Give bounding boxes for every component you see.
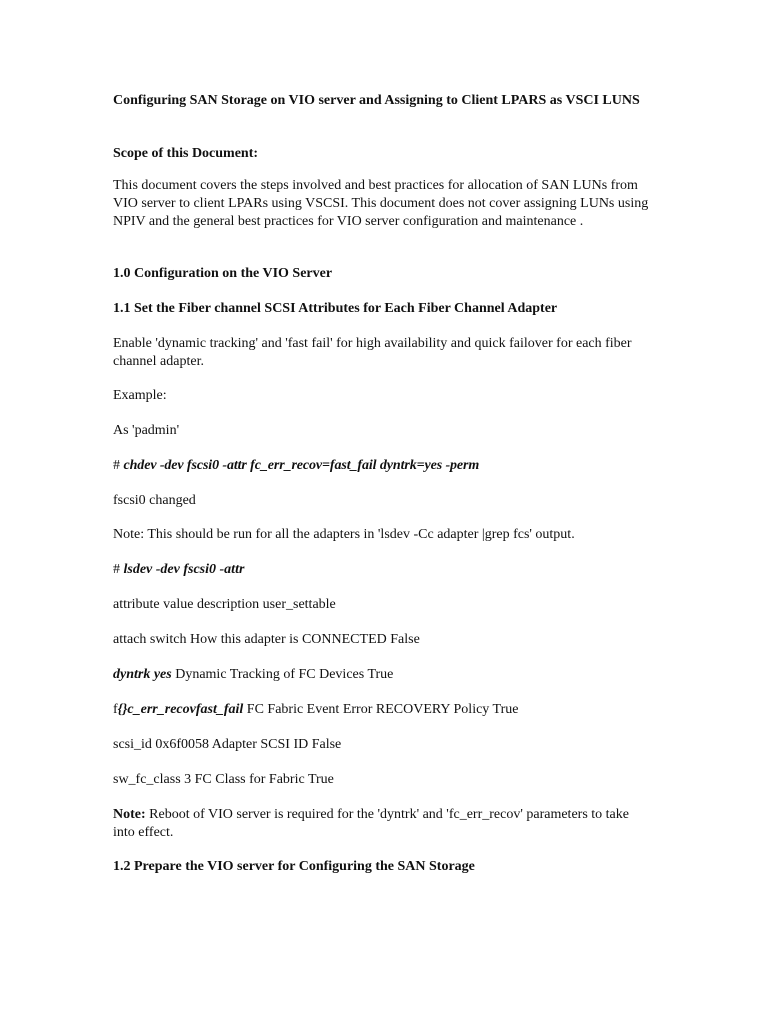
section-heading-1-2: 1.2 Prepare the VIO server for Configuring the SAN Storage bbox=[113, 859, 475, 874]
example-label: Example: bbox=[113, 388, 167, 403]
attribute-key-fc-err-recov: {}c_err_recovfast_fail bbox=[117, 702, 244, 717]
note-reboot-text: Reboot of VIO server is required for the 'dyntrk' and 'fc_err_recov' parameters to take into effect. bbox=[113, 807, 629, 840]
attribute-row-scsi-id: scsi_id 0x6f0058 Adapter SCSI ID False bbox=[113, 737, 342, 752]
attribute-row-dyntrk bbox=[113, 666, 653, 684]
section-heading-1-0: 1.0 Configuration on the VIO Server bbox=[113, 266, 333, 281]
scope-heading: Scope of this Document: bbox=[113, 146, 259, 161]
note-adapters: Note: This should be run for all the adapters in 'lsdev -Cc adapter |grep fcs' output. bbox=[113, 527, 575, 542]
as-padmin-text: As 'padmin' bbox=[113, 423, 180, 438]
note-reboot-label: Note: bbox=[113, 807, 146, 822]
command-prompt: # bbox=[113, 458, 124, 473]
note-reboot bbox=[113, 806, 653, 842]
command-prompt: # bbox=[113, 562, 124, 577]
section-heading-1-1: 1.1 Set the Fiber channel SCSI Attributes for Each Fiber Channel Adapter bbox=[113, 301, 558, 316]
attribute-row-sw-fc-class: sw_fc_class 3 FC Class for Fabric True bbox=[113, 772, 334, 787]
attribute-header-row: attribute value description user_settable bbox=[113, 597, 336, 612]
document-title: Configuring SAN Storage on VIO server and Assigning to Client LPARS as VSCI LUNS bbox=[113, 93, 640, 108]
attribute-row-fc-err-recov bbox=[113, 701, 653, 719]
enable-paragraph: Enable 'dynamic tracking' and 'fast fail' for high availability and quick failover for each fiber channel adapter. bbox=[113, 336, 632, 369]
attribute-prefix-fc: f bbox=[113, 702, 118, 717]
command-output: fscsi0 changed bbox=[113, 493, 196, 508]
attribute-row-attach: attach switch How this adapter is CONNECTED False bbox=[113, 632, 420, 647]
scope-paragraph: This document covers the steps involved and best practices for allocation of SAN LUNs from VIO server to client LPARs using VSCSI. This document does not cover assigning LUNs using NPIV and the general best practices for VIO server configuration and maintenance . bbox=[113, 178, 649, 229]
command-lsdev-text: lsdev -dev fscsi0 -attr bbox=[123, 562, 245, 577]
command-chdev bbox=[113, 457, 653, 475]
attribute-key-dyntrk: dyntrk yes bbox=[113, 667, 172, 682]
attribute-desc-fc-err-recov: FC Fabric Event Error RECOVERY Policy True bbox=[243, 702, 519, 717]
command-lsdev bbox=[113, 561, 653, 579]
attribute-desc-dyntrk: Dynamic Tracking of FC Devices True bbox=[171, 667, 394, 682]
command-chdev-text: chdev -dev fscsi0 -attr fc_err_recov=fast_fail dyntrk=yes -perm bbox=[123, 458, 480, 473]
